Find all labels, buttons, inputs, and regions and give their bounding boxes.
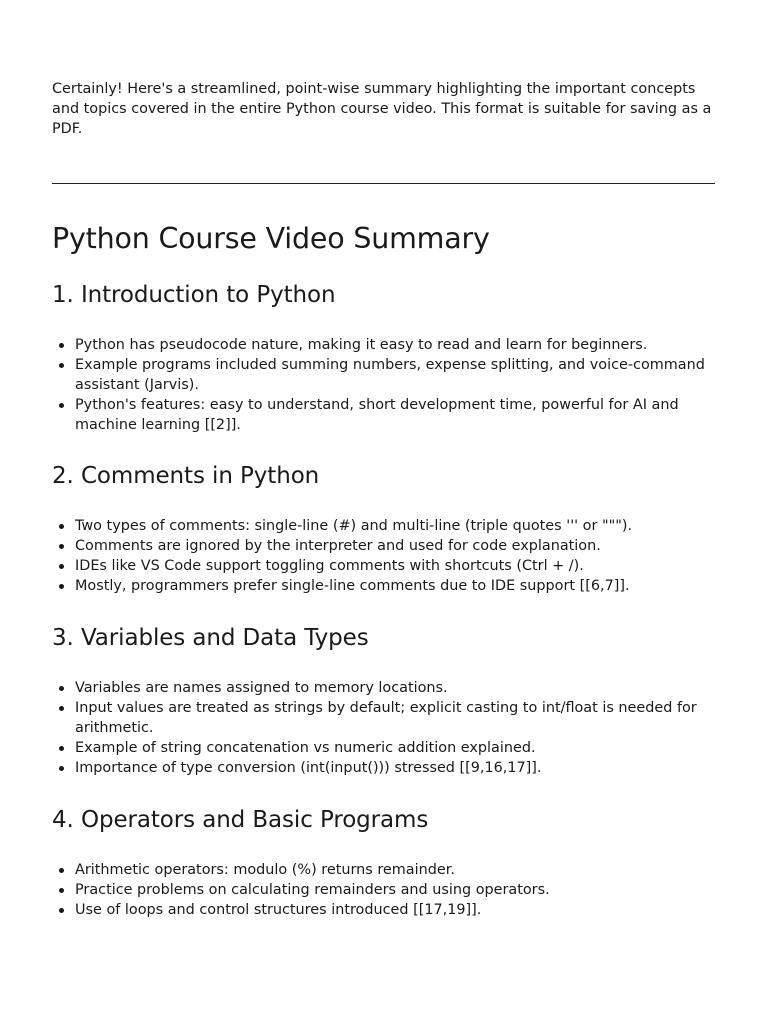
bullet-item: Importance of type conversion (int(input())) stressed [[9,16,17]]. — [75, 758, 715, 778]
bullet-list — [52, 516, 716, 596]
bullet-item: Practice problems on calculating remainders and using operators. — [75, 880, 715, 900]
bullet-item: Example programs included summing numbers, expense splitting, and voice-command assistant (Jarvis). — [75, 355, 715, 395]
section-variables — [52, 623, 716, 778]
bullet-item: Variables are names assigned to memory locations. — [75, 678, 715, 698]
page-title: Python Course Video Summary — [52, 222, 490, 255]
bullet-item: IDEs like VS Code support toggling comments with shortcuts (Ctrl + /). — [75, 556, 715, 576]
bullet-item: Example of string concatenation vs numeric addition explained. — [75, 738, 715, 758]
section-operators — [52, 805, 716, 920]
section-heading: 3. Variables and Data Types — [52, 625, 369, 651]
section-heading: 1. Introduction to Python — [52, 282, 336, 308]
bullet-list — [52, 860, 716, 920]
section-heading: 2. Comments in Python — [52, 463, 320, 489]
bullet-item: Python has pseudocode nature, making it easy to read and learn for beginners. — [75, 335, 715, 355]
horizontal-rule — [52, 183, 715, 184]
bullet-item: Use of loops and control structures introduced [[17,19]]. — [75, 900, 715, 920]
bullet-list — [52, 678, 716, 778]
bullet-item: Mostly, programmers prefer single-line comments due to IDE support [[6,7]]. — [75, 576, 715, 596]
bullet-item: Arithmetic operators: modulo (%) returns remainder. — [75, 860, 715, 880]
bullet-item: Comments are ignored by the interpreter and used for code explanation. — [75, 536, 715, 556]
intro-paragraph: Certainly! Here's a streamlined, point-wise summary highlighting the important concepts and topics covered in the entire Python course video. This format is suitable for saving as a PDF. — [52, 81, 712, 137]
section-heading: 4. Operators and Basic Programs — [52, 807, 429, 833]
bullet-list — [52, 335, 716, 435]
bullet-item: Python's features: easy to understand, short development time, powerful for AI and machine learning [[2]]. — [75, 395, 715, 435]
section-comments — [52, 461, 716, 596]
bullet-item: Input values are treated as strings by default; explicit casting to int/float is needed for arithmetic. — [75, 698, 715, 738]
section-introduction — [52, 280, 716, 435]
bullet-item: Two types of comments: single-line (#) and multi-line (triple quotes ''' or """). — [75, 516, 715, 536]
